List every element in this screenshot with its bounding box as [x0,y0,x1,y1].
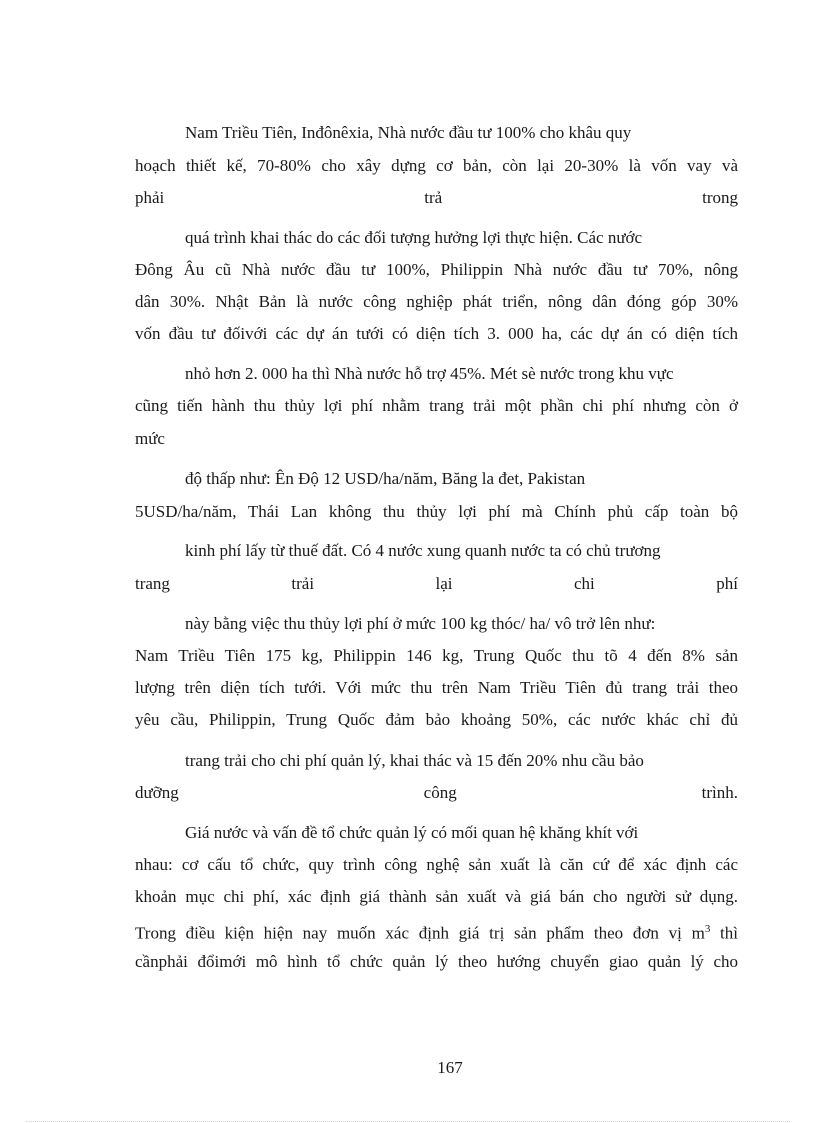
text-line: vốn đầu tư đốivới các dự án tưới có diện tích 3. 000 ha, các dự án có diện tích [135,324,738,343]
text-line: Nam Triều Tiên, Inđônêxia, Nhà nước đầu tư 100% cho khâu quy [185,123,632,142]
text-line: 5USD/ha/năm, Thái Lan không thu thủy lợi phí mà Chính phủ cấp toàn bộ [135,502,738,521]
page-number: 167 [437,1058,463,1077]
text-line: Nam Triều Tiên 175 kg, Philippin 146 kg, Trung Quốc thu tõ 4 đến 8% sản [135,646,738,665]
text-line: dưỡng công trình. [135,783,738,802]
text-line: khoản mục chi phí, xác định giá thành sản xuất và giá bán cho người sử dụng. [135,887,738,906]
text-line: kinh phí lấy từ thuế đất. Có 4 nước xung quanh nước ta có chủ trương [185,541,661,560]
superscript: 3 [704,923,711,935]
text-line-part: thì [710,923,738,943]
text-line [135,918,738,945]
text-line: yêu cầu, Philippin, Trung Quốc đảm bảo khoảng 50%, các nước khác chỉ đủ [135,710,738,729]
text-line: hoạch thiết kế, 70-80% cho xây dựng cơ bản, còn lại 20-30% là vốn vay và [135,156,738,175]
text-line: nhỏ hơn 2. 000 ha thì Nhà nước hỗ trợ 45%. Mét sè nước trong khu vực [185,364,674,383]
text-line: cũng tiến hành thu thủy lợi phí nhằm trang trải một phần chi phí nhưng còn ở [135,396,738,415]
text-line: Đông Âu cũ Nhà nước đầu tư 100%, Philippin Nhà nước đầu tư 70%, nông [135,260,738,279]
text-line: độ thấp như: Ên Độ 12 USD/ha/năm, Băng la đet, Pakistan [185,469,586,488]
text-line: mức [135,429,165,448]
text-line: trang trải lại chi phí [135,574,738,593]
text-line: trang trải cho chi phí quản lý, khai thác và 15 đến 20% nhu cầu bảo [185,751,644,770]
text-line: nhau: cơ cấu tổ chức, quy trình công nghệ sản xuất là căn cứ để xác định các [135,855,738,874]
text-line-part: Trong điều kiện hiện nay muốn xác định giá trị sản phẩm theo đơn vị m [135,923,705,943]
text-line: lượng trên diện tích tưới. Với mức thu trên Nam Triều Tiên đủ trang trải theo [135,678,738,697]
text-line: phải trả trong [135,188,738,207]
text-line: Giá nước và vấn đề tổ chức quản lý có mối quan hệ khăng khít với [185,823,639,842]
text-line: quá trình khai thác do các đối tượng hưởng lợi thực hiện. Các nước [185,228,643,247]
text-line: cầnphải đổimới mô hình tổ chức quản lý theo hướng chuyển giao quản lý cho [135,952,738,971]
text-line: này bằng việc thu thủy lợi phí ở mức 100 kg thóc/ ha/ vô trở lên như: [185,614,656,633]
footer-divider [26,1121,790,1122]
text-line: dân 30%. Nhật Bản là nước công nghiệp phát triển, nông dân đóng góp 30% [135,292,738,311]
